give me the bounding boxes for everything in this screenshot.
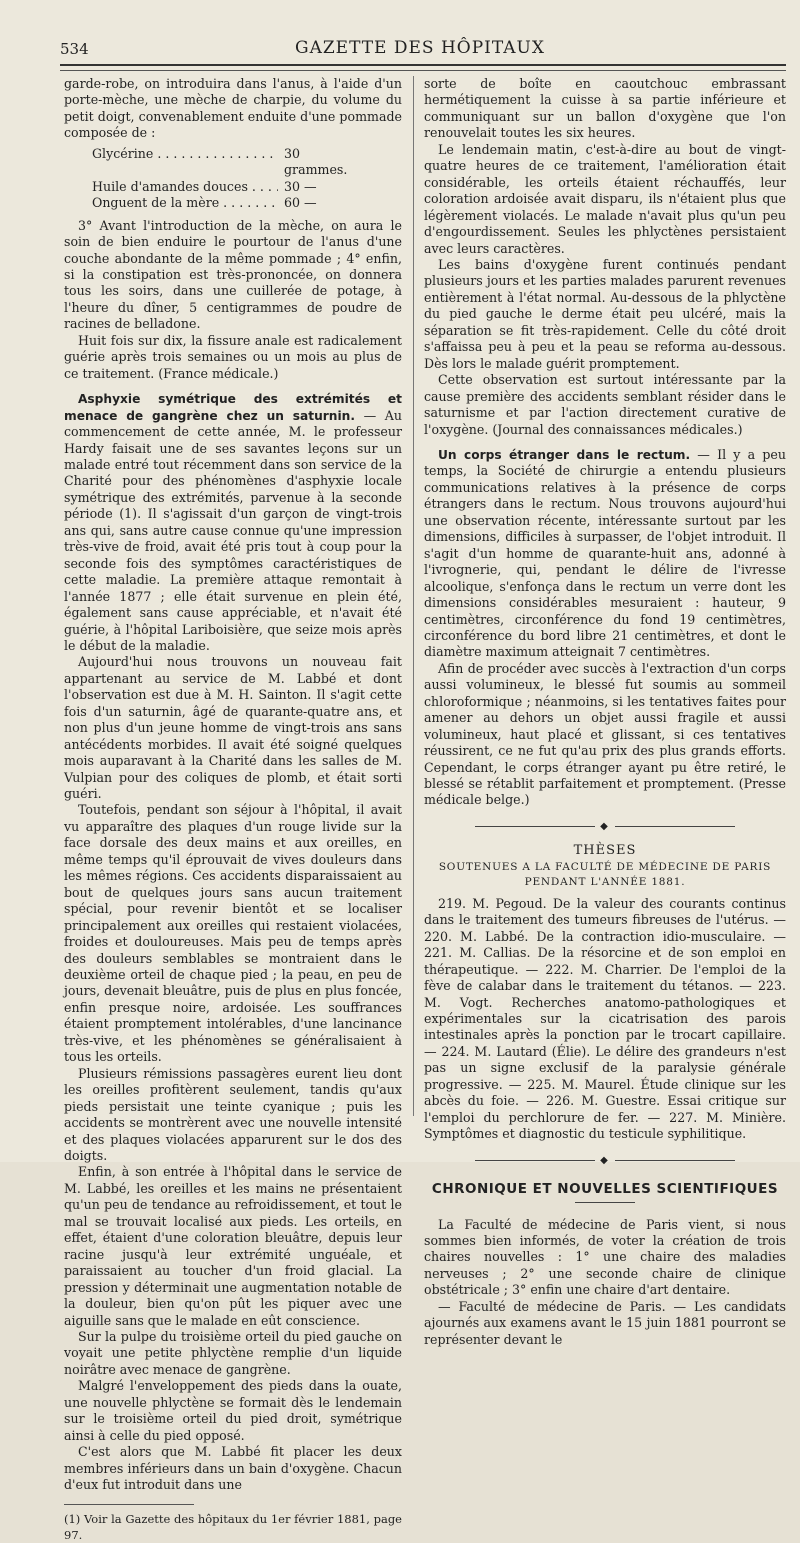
paragraph: Les bains d'oxygène furent continués pendant plusieurs jours et les parties malades parurent revenues entièrement à l'état normal. Au-dessous de la phlyctène du pied gauche le derme était peu ulcéré, mais la séparation se fit très-rapidement. Celle du côté droit s'affaissa peu à peu et la peau se reforma au-dessous. Dès lors le malade guérit promptement.	[424, 256, 786, 371]
paragraph: C'est alors que M. Labbé fit placer les deux membres inférieurs dans un bain d'oxygène. Chacun d'eux fut introduit dans une	[64, 1444, 402, 1493]
paragraph: Cette observation est surtout intéressante par la cause première des accidents semblant résider dans le saturnisme et par l'action directement curative de l'oxygène. (Journal des connaissances médicales.)	[424, 372, 786, 437]
recipe-item	[92, 179, 342, 195]
paragraph: Aujourd'hui nous trouvons un nouveau fait appartenant au service de M. Labbé et dont l'observation est due à M. H. Sainton. Il s'agit cette fois d'un saturnin, âgé de quarante-quatre ans, et non plus d'un jeune homme de vingt-trois ans sans antécédents morbides. Il avait été soigné quelques mois auparavant à la Charité dans les salles de M. Vulpian pour des coliques de plomb, et était sorti guéri.	[64, 654, 402, 802]
recipe-quantity: 30 grammes.	[284, 145, 348, 178]
ornament-divider: ◆	[424, 819, 786, 835]
paragraph: — Faculté de médecine de Paris. — Les candidats ajournés aux examens avant le 15 juin 1881 pourront se représenter devant le	[424, 1298, 786, 1347]
ornament-divider: ◆	[424, 1153, 786, 1169]
chronique-title: CHRONIQUE ET NOUVELLES SCIENTIFIQUES	[431, 1181, 779, 1198]
article-text: — Il y a peu temps, la Société de chirurgie a entendu plusieurs communications relatives à la présence de corps étrangers dans le rectum. Nous trouvons aujourd'hui une observation récente, intéressante surtout par les dimensions, difficiles à surpasser, de l'objet introduit. Il s'agit d'un homme de quarante-huit ans, adonné à l'ivrognerie, qui, pendant le délire de l'ivresse alcoolique, s'enfonça dans le rectum un verre dont les dimensions considérables mesuraient : hauteur, 9 centimètres, circonférence du fond 19 centimètres, circonférence du bord libre 21 centimètres, et dont le diamètre maximum atteignait 7 centimètres.	[424, 446, 786, 660]
recipe-quantity: 60 —	[284, 195, 317, 211]
article-paragraph	[424, 447, 786, 661]
right-column	[424, 76, 786, 1348]
page-number: 534	[60, 40, 89, 58]
paragraph: garde-robe, on introduira dans l'anus, à l'aide d'un porte-mèche, une mèche de charpie, du volume du petit doigt, convenablement enduite d'une pommade composée de :	[64, 76, 402, 141]
paragraph: Le lendemain matin, c'est-à-dire au bout de vingt-quatre heures de ce traitement, l'amélioration était considérable, les orteils étaient réchauffés, leur coloration ardoisée avait disparu, ils n'étaient plus que légèrement violacés. Le malade n'avait plus qu'un peu d'engourdissement. Seules les phlyctènes persistaient avec leurs caractères.	[424, 141, 786, 256]
article-title: Asphyxie symétrique des extrémités et menace de gangrène chez un saturnin.	[64, 392, 402, 423]
paragraph: Malgré l'enveloppement des pieds dans la ouate, une nouvelle phlyctène se formait dès le lendemain sur le troisième orteil du pied droit, symétrique ainsi à celle du pied opposé.	[64, 1378, 402, 1443]
theses-subtitle-line: PENDANT L'ANNÉE 1881.	[524, 875, 686, 888]
recipe-item	[92, 195, 342, 211]
article-title: Un corps étranger dans le rectum.	[438, 447, 691, 462]
article-text: — Au commencement de cette année, M. le professeur Hardy faisait une de ses savantes leçons sur un malade entré tout récemment dans son service de la Charité pour des phénomènes d'asphyxie locale symétrique des extrémités, parvenue à la seconde période (1). Il s'agissait d'un garçon de vingt-trois ans qui, sans autre cause connue qu'une impression très-vive de froid, avait été pris tout à coup pour la seconde fois des symptômes caractéristiques de cette maladie. La première attaque remontait à l'année 1877 ; elle était survenue en plein été, également sans cause appréciable, et n'avait été guérie, à l'hôpital Lariboisière, que seize mois après le début de la maladie.	[64, 407, 402, 653]
paragraph: Huit fois sur dix, la fissure anale est radicalement guérie après trois semaines ou un mois au plus de ce traitement. (France médicale.)	[64, 332, 402, 381]
paragraph: Toutefois, pendant son séjour à l'hôpital, il avait vu apparaître des plaques d'un rouge livide sur la face dorsale des deux mains et aux oreilles, en même temps qu'il éprouvait de vives douleurs dans les mêmes régions. Ces accidents disparaissaient au bout de quelques jours sans aucun traitement spécial, pour revenir bientôt et se localiser principalement aux oreilles qui restaient violacées, froides et douloureuses. Mais peu de temps après des douleurs semblables se montraient dans le deuxième orteil de chaque pied ; la peau, en peu de jours, devenait bleuâtre, puis de plus en plus foncée, enfin presque noire, ardoisée. Les souffrances étaient promptement intolérables, d'une lancinance très-vive, et les phénomènes se généralisaient à tous les orteils.	[64, 802, 402, 1065]
left-column	[64, 76, 402, 1543]
theses-subtitle	[424, 860, 786, 890]
header-rule	[60, 64, 786, 71]
theses-title: THÈSES	[573, 843, 637, 859]
recipe-ingredient: Glycérine . . .	[92, 146, 278, 179]
theses-list: 219. M. Pegoud. De la valeur des courants continus dans le traitement des tumeurs fibreuses de l'utérus. — 220. M. Labbé. De la contraction idio-musculaire. — 221. M. Callias. De la résorcine et de son emploi en thérapeutique. — 222. M. Charrier. De l'emploi de la fève de calabar dans le traitement du tétanos. — 223. M. Vogt. Recherches anatomo-pathologiques et expérimentales sur la cicatrisation des parois intestinales après la ponction par le trocart capillaire. — 224. M. Lautard (Élie). Le délire des grandeurs n'est pas un signe exclusif de la paralysie générale progressive. — 225. M. Maurel. Étude clinique sur les abcès du foie. — 226. M. Guestre. Essai critique sur l'emploi du perchlorure de fer. — 227. M. Minière. Symptômes et diagnostic du testicule syphilitique.	[424, 895, 786, 1142]
paragraph: Plusieurs rémissions passagères eurent lieu dont les oreilles profitèrent seulement, tandis qu'aux pieds persistait une teinte cyanique ; puis les accidents se montrèrent avec une nouvelle intensité et des plaques violacées apparurent sur le dos des doigts.	[64, 1065, 402, 1163]
paragraph: La Faculté de médecine de Paris vient, si nous sommes bien informés, de voter la création de trois chaires nouvelles : 1° une chaire des maladies nerveuses ; 2° une seconde chaire de clinique obstétricale ; 3° enfin une chaire d'art dentaire.	[424, 1216, 786, 1298]
footnote-rule	[64, 1504, 194, 1505]
recipe-quantity: 30 —	[284, 178, 317, 194]
recipe-ingredient: Onguent de la mère . . .	[92, 195, 278, 211]
footnote: (1) Voir la Gazette des hôpitaux du 1er février 1881, page 97.	[64, 1511, 402, 1542]
recipe-item	[92, 145, 348, 179]
paragraph: 3° Avant l'introduction de la mèche, on aura le soin de bien enduire le pourtour de l'anus d'une couche abondante de la même pommade ; 4° enfin, si la constipation est très-prononcée, on donnera tous les soirs, dans une cuillerée de potage, à l'heure du dîner, 5 centigrammes de poudre de racines de belladone.	[64, 217, 402, 332]
recipe-list	[92, 146, 402, 212]
paragraph: sorte de boîte en caoutchouc embrassant hermétiquement la cuisse à sa partie inférieure et communiquant sur un ballon d'oxygène que l'on renouvelait toutes les six heures.	[424, 76, 786, 141]
short-rule	[575, 1202, 635, 1203]
journal-title: GAZETTE DES HÔPITAUX	[294, 38, 545, 58]
article-paragraph	[64, 391, 402, 654]
column-divider	[413, 76, 414, 1116]
paragraph: Sur la pulpe du troisième orteil du pied gauche on voyait une petite phlyctène remplie d'un liquide noirâtre avec menace de gangrène.	[64, 1328, 402, 1377]
recipe-ingredient: Huile d'amandes douces . . .	[92, 179, 278, 195]
theses-subtitle-line: SOUTENUES A LA FACULTÉ DE MÉDECINE DE PARIS	[438, 860, 772, 873]
page-header	[60, 36, 780, 60]
paragraph: Afin de procéder avec succès à l'extraction d'un corps aussi volumineux, le blessé fut soumis au sommeil chloroformique ; néanmoins, si les tentatives faites pour amener au dehors un objet aussi fragile et aussi volumineux, haut placé et glissant, si ces tentatives réussirent, ce ne fut qu'au prix des plus grands efforts. Cependant, le corps étranger ayant pu être retiré, le blessé se rétablit parfaitement et promptement. (Presse médicale belge.)	[424, 660, 786, 808]
paragraph: Enfin, à son entrée à l'hôpital dans le service de M. Labbé, les oreilles et les mains ne présentaient qu'un peu de tendance au refroidissement, et tout le mal se trouvait localisé aux pieds. Les orteils, en effet, étaient d'une coloration bleuâtre, depuis leur racine jusqu'à leur extrémité unguéale, et paraissaient au toucher d'un froid glacial. La pression y déterminait une augmentation notable de la douleur, bien qu'on pût les piquer avec une aiguille sans que le malade en eût conscience.	[64, 1164, 402, 1328]
